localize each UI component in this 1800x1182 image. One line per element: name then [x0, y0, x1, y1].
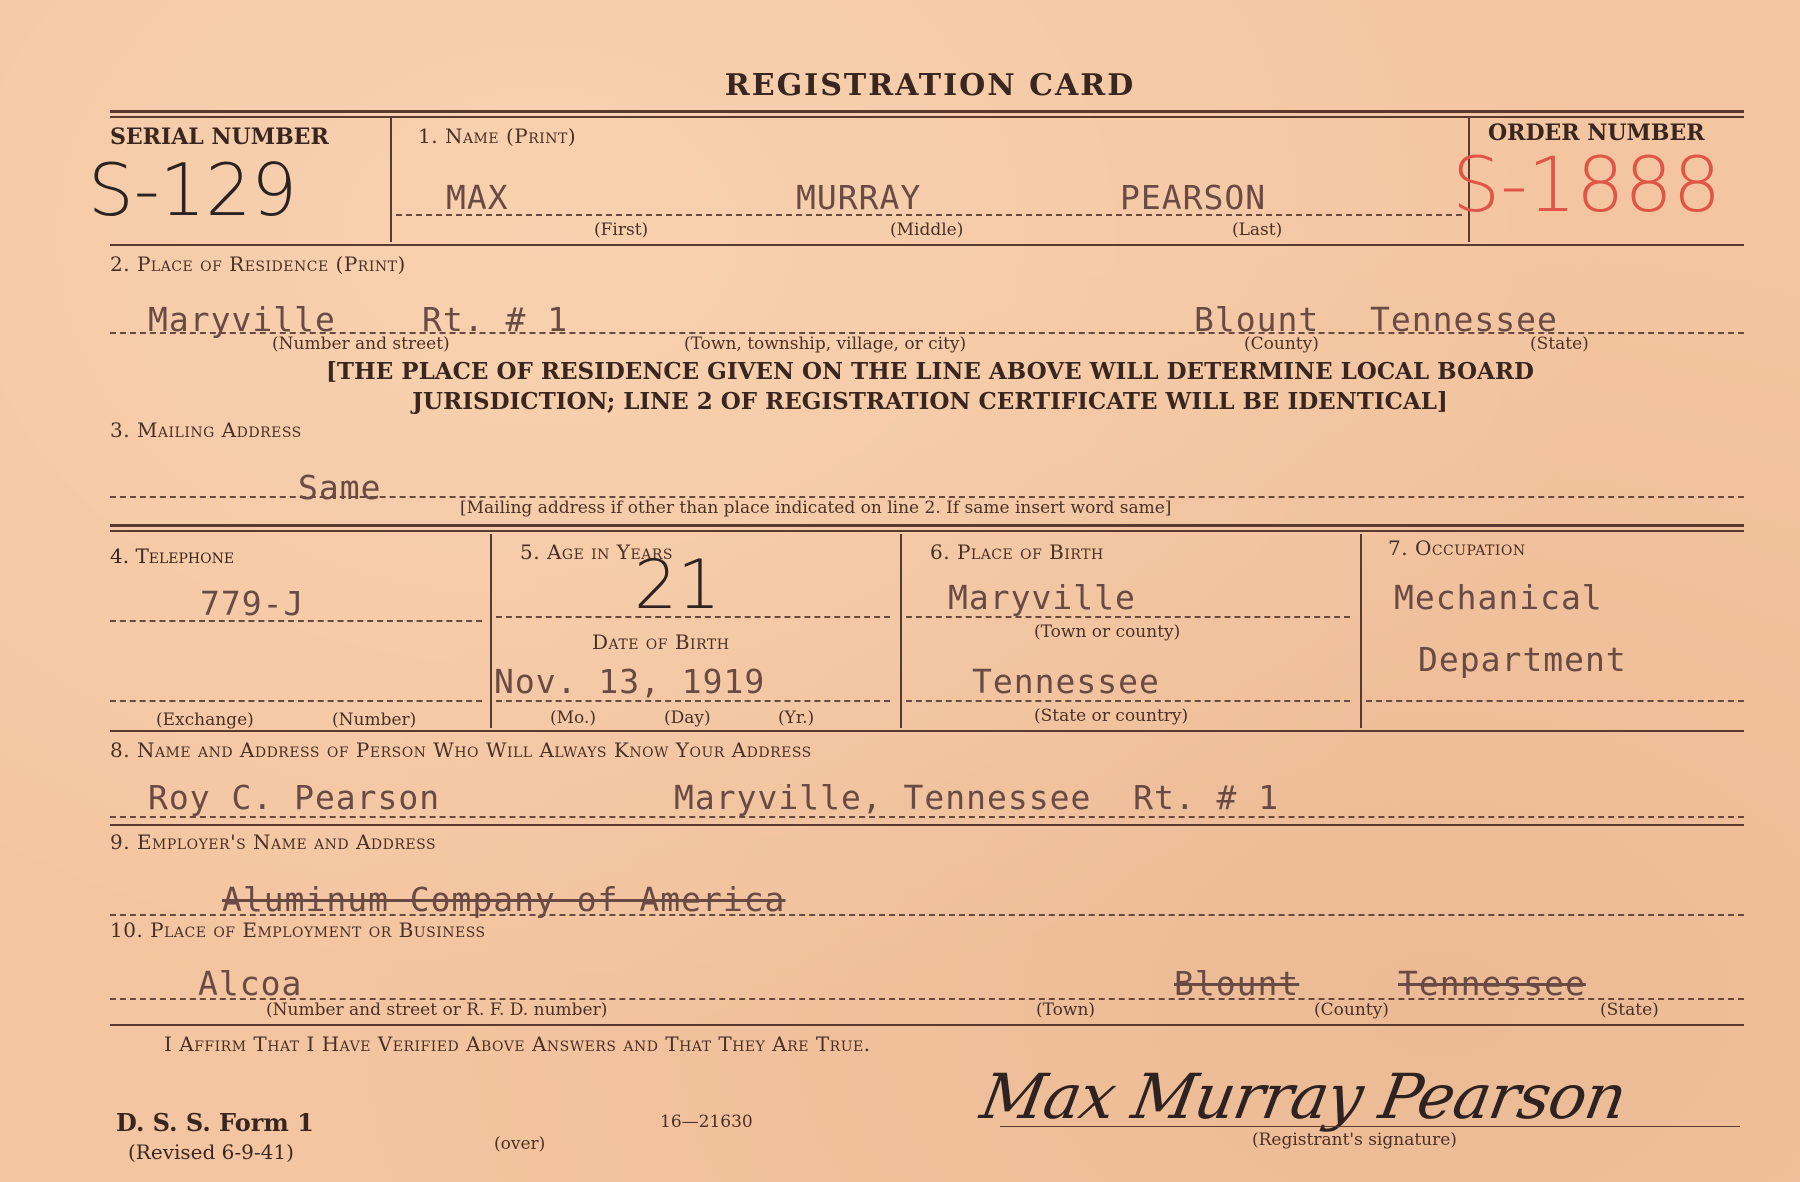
employment-county-label: (County)	[1314, 1000, 1389, 1020]
first-name-value: MAX	[446, 178, 509, 217]
exchange-label: (Exchange)	[156, 710, 254, 730]
employment-street-label: (Number and street or R. F. D. number)	[266, 1000, 608, 1020]
dob-value: Nov. 13, 1919	[494, 662, 766, 701]
telephone-label: 4. Telephone	[110, 544, 235, 568]
card-title: REGISTRATION CARD	[724, 68, 1136, 103]
serial-number-value: S-129	[88, 148, 298, 232]
employment-place-value: Alcoa	[198, 964, 303, 1003]
employment-state-label: (State)	[1600, 1000, 1659, 1020]
dob-day-label: (Day)	[664, 708, 711, 728]
age-value: 21	[634, 546, 721, 625]
mailing-address-label: 3. Mailing Address	[110, 418, 302, 442]
employer-line	[110, 914, 1744, 916]
col-divider-2	[900, 534, 902, 728]
residence-state-value: Tennessee	[1370, 300, 1558, 339]
occupation-line	[1366, 700, 1744, 702]
middle-label: (Middle)	[890, 220, 964, 240]
birthplace-state-value: Tennessee	[972, 662, 1160, 701]
residence-route-value: Rt. # 1	[422, 300, 569, 339]
affirmation-text: I Affirm That I Have Verified Above Answers and That They Are True.	[164, 1032, 871, 1056]
section-rule-thin	[110, 530, 1744, 532]
employer-value: Aluminum Company of America	[222, 880, 786, 919]
residence-town-label: (Town, township, village, or city)	[684, 334, 967, 354]
form-name: D. S. S. Form 1	[116, 1108, 314, 1137]
birthplace-state-line	[906, 700, 1350, 702]
form-revised: (Revised 6-9-41)	[128, 1140, 294, 1164]
residence-notice-line1: [THE PLACE OF RESIDENCE GIVEN ON THE LINE ABOVE WILL DETERMINE LOCAL BOARD	[326, 358, 1534, 385]
occupation-label: 7. Occupation	[1388, 536, 1526, 560]
residence-street-label: (Number and street)	[272, 334, 450, 354]
birthplace-town-label: (Town or county)	[1034, 622, 1181, 642]
order-number-label: ORDER NUMBER	[1488, 120, 1705, 146]
occupation-line1: Mechanical	[1394, 578, 1603, 617]
birthplace-label: 6. Place of Birth	[930, 540, 1104, 564]
dob-month-label: (Mo.)	[550, 708, 597, 728]
col-divider-3	[1360, 534, 1362, 728]
telephone-value: 779-J	[200, 584, 305, 623]
residence-state-label: (State)	[1530, 334, 1589, 354]
birthplace-town-line	[906, 616, 1350, 618]
contact-name-value: Roy C. Pearson	[148, 778, 441, 817]
birthplace-state-label: (State or country)	[1034, 706, 1189, 726]
row4-bottom-rule	[110, 730, 1744, 732]
employment-county-value: Blount	[1174, 964, 1300, 1003]
residence-county-value: Blount	[1194, 300, 1320, 339]
serial-divider	[390, 118, 392, 242]
residence-label: 2. Place of Residence (Print)	[110, 252, 406, 276]
residence-street-value: Maryville	[148, 300, 336, 339]
top-rule	[110, 110, 1744, 113]
name-line	[396, 214, 1462, 216]
serial-number-label: SERIAL NUMBER	[110, 124, 329, 150]
mailing-address-value: Same	[298, 468, 382, 507]
employment-bottom-rule	[110, 1024, 1744, 1026]
order-number-value: S-1888	[1452, 140, 1722, 229]
top-rule-thin	[110, 116, 1744, 118]
contact-bottom-rule	[110, 824, 1744, 826]
age-line	[496, 616, 890, 618]
last-label: (Last)	[1232, 220, 1283, 240]
birthplace-town-value: Maryville	[948, 578, 1136, 617]
dob-year-label: (Yr.)	[778, 708, 815, 728]
col-divider-1	[490, 534, 492, 728]
dob-line	[496, 700, 890, 702]
telephone-line	[110, 620, 482, 622]
contact-address-value: Maryville, Tennessee Rt. # 1	[674, 778, 1280, 817]
dob-label: Date of Birth	[592, 630, 730, 654]
name-label: 1. Name (Print)	[418, 124, 577, 148]
occupation-line2: Department	[1418, 640, 1627, 679]
mailing-address-note: [Mailing address if other than place indicated on line 2. If same insert word same]	[460, 498, 1172, 518]
contact-label: 8. Name and Address of Person Who Will Always Know Your Address	[110, 738, 812, 762]
middle-name-value: MURRAY	[796, 178, 922, 217]
telephone-line-2	[110, 700, 482, 702]
signature-line	[1000, 1126, 1740, 1127]
employment-town-label: (Town)	[1036, 1000, 1096, 1020]
residence-notice-line2: JURISDICTION; LINE 2 OF REGISTRATION CERTIFICATE WILL BE IDENTICAL]	[412, 388, 1448, 415]
header-bottom-rule	[110, 244, 1744, 246]
form-code: 16—21630	[660, 1112, 753, 1132]
first-label: (First)	[594, 220, 649, 240]
signature-label: (Registrant's signature)	[1252, 1130, 1457, 1150]
contact-line	[110, 816, 1744, 818]
registrant-signature: Max Murray Pearson	[975, 1060, 1632, 1133]
number-label: (Number)	[332, 710, 417, 730]
age-label: 5. Age in Years	[520, 540, 673, 564]
section-rule-top	[110, 524, 1744, 527]
last-name-value: PEARSON	[1120, 178, 1267, 217]
employer-label: 9. Employer's Name and Address	[110, 830, 437, 854]
employment-state-value: Tennessee	[1398, 964, 1586, 1003]
employment-label: 10. Place of Employment or Business	[110, 918, 486, 942]
form-over: (over)	[494, 1134, 546, 1154]
residence-county-label: (County)	[1244, 334, 1319, 354]
